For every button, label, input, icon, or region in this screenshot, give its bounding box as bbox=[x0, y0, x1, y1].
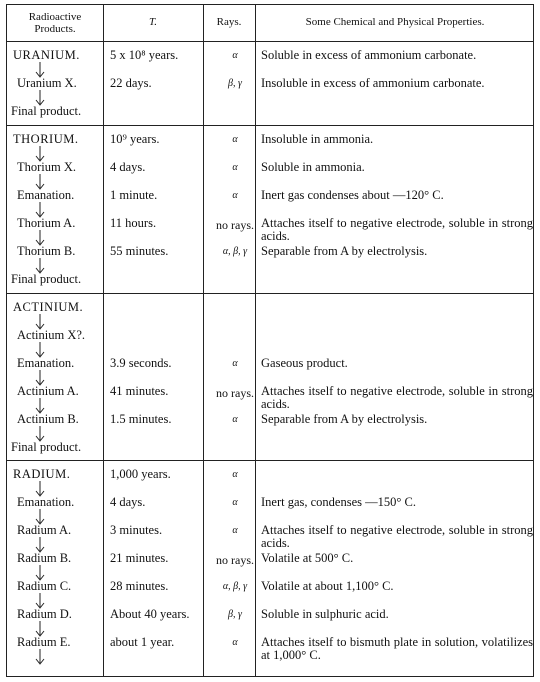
rays-value: α, β, γ bbox=[222, 581, 248, 592]
rays-value: α bbox=[232, 497, 238, 508]
properties-text: Inert gas condenses about —120° C. bbox=[261, 188, 444, 202]
product-name: Final product. bbox=[11, 440, 82, 454]
header-t: T. bbox=[148, 16, 158, 28]
product-name: URANIUM. bbox=[13, 48, 80, 62]
product-name: Emanation. bbox=[17, 495, 75, 509]
header-properties: Some Chemical and Physical Properties. bbox=[305, 16, 485, 28]
rays-value: α bbox=[232, 50, 238, 61]
half-period: 3 minutes. bbox=[110, 523, 163, 537]
half-period: 1,000 years. bbox=[110, 467, 171, 481]
product-name: ACTINIUM. bbox=[13, 300, 84, 314]
half-period: 3.9 seconds. bbox=[110, 356, 172, 370]
radioactive-products-table bbox=[6, 4, 534, 677]
product-name: RADIUM. bbox=[13, 467, 71, 481]
half-period: 10⁹ years. bbox=[110, 132, 160, 146]
product-name: THORIUM. bbox=[13, 132, 79, 146]
product-name: Actinium B. bbox=[17, 412, 79, 426]
rays-value: α bbox=[232, 525, 238, 536]
properties-text: Attaches itself to bismuth plate in solution, volatilizes at 1,000° C. bbox=[261, 635, 533, 662]
product-name: Emanation. bbox=[17, 356, 75, 370]
rays-value: β, γ bbox=[228, 78, 242, 89]
rays-value: α bbox=[232, 134, 238, 145]
product-name: Actinium X?. bbox=[17, 328, 86, 342]
half-period: 4 days. bbox=[110, 495, 146, 509]
rays-value: α bbox=[232, 637, 238, 648]
product-name: Radium E. bbox=[17, 635, 71, 649]
header-rule bbox=[7, 41, 533, 42]
rays-value: α bbox=[232, 190, 238, 201]
down-arrow-icon bbox=[35, 649, 45, 665]
half-period: 22 days. bbox=[110, 76, 152, 90]
header-products: Radioactive Products. bbox=[28, 11, 82, 35]
group-rule bbox=[7, 293, 533, 294]
properties-text: Volatile at 500° C. bbox=[261, 551, 354, 565]
column-rule bbox=[203, 5, 204, 676]
product-name: Radium C. bbox=[17, 579, 72, 593]
properties-text: Soluble in sulphuric acid. bbox=[261, 607, 389, 621]
product-name: Final product. bbox=[11, 104, 82, 118]
rays-value: no rays. bbox=[216, 218, 254, 232]
properties-text: Inert gas, condenses —150° C. bbox=[261, 495, 416, 509]
half-period: 28 minutes. bbox=[110, 579, 169, 593]
properties-text: Soluble in excess of ammonium carbonate. bbox=[261, 48, 477, 62]
properties-text: Insoluble in excess of ammonium carbonate. bbox=[261, 76, 485, 90]
rays-value: no rays. bbox=[216, 386, 254, 400]
product-name: Radium A. bbox=[17, 523, 72, 537]
product-name: Emanation. bbox=[17, 188, 75, 202]
header-rays: Rays. bbox=[216, 16, 242, 28]
product-name: Actinium A. bbox=[17, 384, 79, 398]
product-name: Uranium X. bbox=[17, 76, 77, 90]
column-rule bbox=[103, 5, 104, 676]
rays-value: no rays. bbox=[216, 553, 254, 567]
half-period: 1 minute. bbox=[110, 188, 158, 202]
rays-value: α bbox=[232, 358, 238, 369]
product-name: Radium B. bbox=[17, 551, 72, 565]
group-rule bbox=[7, 460, 533, 461]
rays-value: α bbox=[232, 414, 238, 425]
properties-text: Attaches itself to negative electrode, soluble in strong acids. bbox=[261, 384, 533, 411]
product-name: Radium D. bbox=[17, 607, 72, 621]
rays-value: β, γ bbox=[228, 609, 242, 620]
rays-value: α bbox=[232, 469, 238, 480]
half-period: 11 hours. bbox=[110, 216, 157, 230]
properties-text: Insoluble in ammonia. bbox=[261, 132, 374, 146]
product-name: Thorium B. bbox=[17, 244, 76, 258]
properties-text: Separable from A by electrolysis. bbox=[261, 244, 428, 258]
rays-value: α bbox=[232, 162, 238, 173]
product-name: Final product. bbox=[11, 272, 82, 286]
product-name: Thorium A. bbox=[17, 216, 76, 230]
properties-text: Volatile at about 1,100° C. bbox=[261, 579, 394, 593]
half-period: about 1 year. bbox=[110, 635, 175, 649]
half-period: 1.5 minutes. bbox=[110, 412, 172, 426]
half-period: 55 minutes. bbox=[110, 244, 169, 258]
properties-text: Separable from A by electrolysis. bbox=[261, 412, 428, 426]
half-period: 21 minutes. bbox=[110, 551, 169, 565]
properties-text: Soluble in ammonia. bbox=[261, 160, 365, 174]
half-period: 41 minutes. bbox=[110, 384, 169, 398]
rays-value: α, β, γ bbox=[222, 246, 248, 257]
half-period: 5 x 10⁸ years. bbox=[110, 48, 179, 62]
properties-text: Gaseous product. bbox=[261, 356, 348, 370]
column-rule bbox=[255, 5, 256, 676]
product-name: Thorium X. bbox=[17, 160, 77, 174]
half-period: 4 days. bbox=[110, 160, 146, 174]
properties-text: Attaches itself to negative electrode, soluble in strong acids. bbox=[261, 216, 533, 243]
half-period: About 40 years. bbox=[110, 607, 190, 621]
properties-text: Attaches itself to negative electrode, soluble in strong acids. bbox=[261, 523, 533, 550]
group-rule bbox=[7, 125, 533, 126]
